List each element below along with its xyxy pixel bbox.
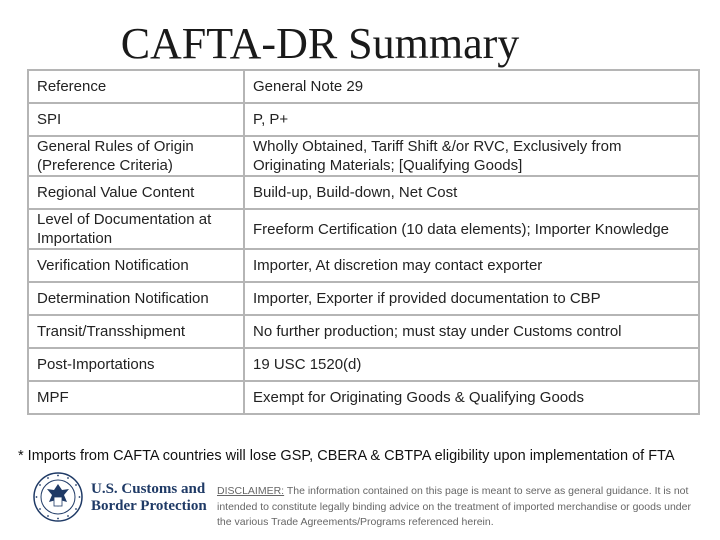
row-label: General Rules of Origin (Preference Criteria) <box>28 136 244 176</box>
row-label: Post-Importations <box>28 348 244 381</box>
row-label: Verification Notification <box>28 249 244 282</box>
cbp-wordmark <box>91 481 207 515</box>
disclaimer <box>217 484 704 531</box>
cbp-logo <box>33 472 213 524</box>
row-value: Importer, Exporter if provided documentation to CBP <box>244 282 699 315</box>
row-label: Transit/Transshipment <box>28 315 244 348</box>
table-row <box>28 103 699 136</box>
row-value: 19 USC 1520(d) <box>244 348 699 381</box>
table-row <box>28 70 699 103</box>
table-row <box>28 136 699 176</box>
logo-line-2: Border Protection <box>91 498 207 514</box>
disclaimer-text: The information contained on this page is meant to serve as general guidance. It is not intended to constitute legally binding advice on the treatment of imported merchandise or goods under the various Trade Agreements/Programs referenced herein. <box>217 485 691 528</box>
disclaimer-label: DISCLAIMER: <box>217 485 285 497</box>
table-row <box>28 249 699 282</box>
row-label: MPF <box>28 381 244 414</box>
table-row <box>28 282 699 315</box>
row-value: Freeform Certification (10 data elements); Importer Knowledge <box>244 209 699 249</box>
table-row <box>28 209 699 249</box>
row-label: Level of Documentation at Importation <box>28 209 244 249</box>
table-row <box>28 381 699 414</box>
row-value: P, P+ <box>244 103 699 136</box>
summary-table <box>27 69 700 415</box>
row-label: SPI <box>28 103 244 136</box>
footnote: * Imports from CAFTA countries will lose GSP, CBERA & CBTPA eligibility upon implementation of FTA <box>18 448 675 464</box>
logo-line-1: U.S. Customs and <box>91 481 206 497</box>
row-value: Build-up, Build-down, Net Cost <box>244 176 699 209</box>
row-label: Determination Notification <box>28 282 244 315</box>
table-row <box>28 348 699 381</box>
row-value: Exempt for Originating Goods & Qualifying Goods <box>244 381 699 414</box>
row-value: Wholly Obtained, Tariff Shift &/or RVC, Exclusively from Originating Materials; [Qualifying Goods] <box>244 136 699 176</box>
row-value: Importer, At discretion may contact exporter <box>244 249 699 282</box>
page-title: CAFTA-DR Summary <box>120 19 520 68</box>
row-label: Regional Value Content <box>28 176 244 209</box>
row-label: Reference <box>28 70 244 103</box>
row-value: No further production; must stay under Customs control <box>244 315 699 348</box>
table-row <box>28 176 699 209</box>
row-value: General Note 29 <box>244 70 699 103</box>
table-row <box>28 315 699 348</box>
dhs-seal-icon <box>33 472 83 522</box>
